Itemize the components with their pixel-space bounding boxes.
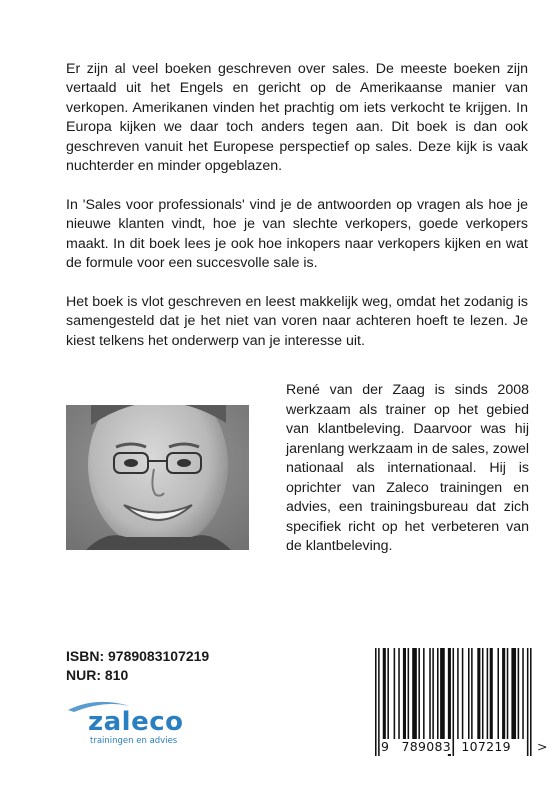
barcode-digit-first: 9 [381,739,390,754]
barcode-bar [423,648,425,739]
barcode-bar [462,648,464,739]
logo-tagline: trainingen en advies [90,736,178,746]
description-paragraph-2: In 'Sales voor professionals' vind je de antwoorden op vragen als hoe je nieuwe klanten vindt, hoe je van slechte verkopers, goede verkopers maakt. In dit boek lees je ook hoe inkopers naar verkopers kijken en wat de formule voor een succesvolle sale is. [66,197,528,272]
description-paragraph-3: Het boek is vlot geschreven en leest makkelijk weg, omdat het zodanig is samengesteld dat je het niet van voren naar achteren hoeft te lezen. Je kiest telkens het onderwerp van je interesse uit. [66,294,528,349]
barcode-digits-right: 107219 [461,739,511,754]
barcode-bar [482,648,484,739]
barcode-bar [507,648,509,739]
barcode-bar [511,648,516,739]
barcode-bar [429,648,431,739]
description-paragraph-1: Er zijn al veel boeken geschreven over sales. De meeste boeken zijn vertaald uit het Engels en gericht op de Amerikaanse manier van verkopen. Amerikanen vinden het prachtig om iets verkocht te krijgen. In Europa kijken we daar toch anders tegen aan. Dit boek is dan ook geschreven vanuit het Europese perspectief op sales. Deze kijk is vaak nuchterder en minder opgeblazen. [66,61,528,175]
barcode-digits [380,739,550,754]
barcode-bar [502,648,505,739]
barcode-bar [487,648,489,739]
nur-code: NUR: 810 [66,667,129,683]
barcode-bar [490,648,493,739]
barcode-bar [387,648,389,739]
barcode-bar [518,648,520,739]
barcode-bar [375,648,377,756]
barcode-bar [403,648,406,739]
author-photo [66,405,249,550]
zaleco-logo [66,698,216,750]
barcode-bar [471,648,473,739]
barcode-bar [418,648,420,739]
barcode-bar [432,648,434,739]
barcode-bar [398,648,400,739]
barcode-bar [497,648,499,739]
barcode-bar [383,648,386,739]
logo-wordmark: zaleco [88,707,184,737]
barcode-bar [394,648,396,739]
barcode-bar [468,648,470,739]
author-bio: René van der Zaag is sinds 2008 werkzaam als trainer op het gebied van klantbeleving. Daarvoor was hij jarenlang werkzaam in de sales, zowel nationaal als internationaal. Hij is oprichter van Zaleco trainingen en advies, een trainingsbureau dat zich specifiek richt op het verbeteren van de klantbeleving. [286,382,529,554]
barcode-bar [408,648,410,739]
barcode-bar [457,648,459,739]
book-info [66,647,209,685]
barcode-bar [437,648,439,739]
barcode-bar [412,648,417,739]
isbn-number: ISBN: 9789083107219 [66,648,210,664]
barcode-bar [522,648,524,739]
barcode-bar [440,648,445,739]
barcode-bar [477,648,480,739]
barcode-digits-left: 789083 [401,739,452,754]
barcode-arrow: > [537,739,548,754]
